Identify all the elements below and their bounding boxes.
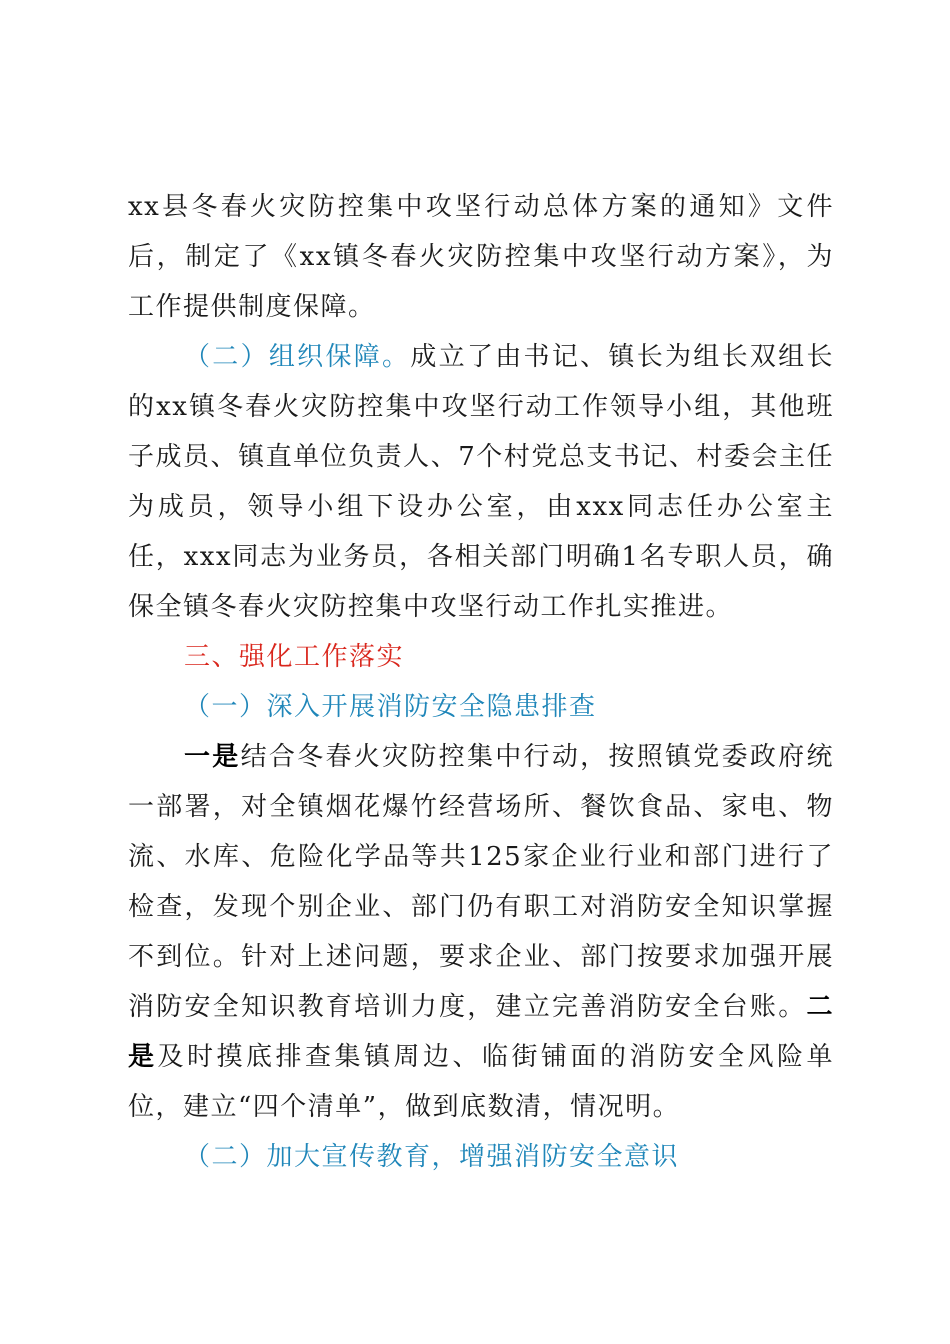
paragraph-plan-notice [128,182,834,332]
paragraph-text: xx县冬春火灾防控集中攻坚行动总体方案的通知》文件后，制定了《xx镇冬春火灾防控集中攻坚行动方案》，为工作提供制度保障。 [128,192,834,322]
subheading-title: （一）深入开展消防安全隐患排查 [184,692,597,722]
lead-word-second: 二是 [128,992,834,1072]
paragraph-text: 及时摸底排查集镇周边、临街铺面的消防安全风险单位，建立“四个清单”，做到底数清，情况明。 [128,1042,834,1122]
lead-word-first: 一是 [184,742,241,772]
subheading-inspection [128,682,834,732]
section-title: 三、强化工作落实 [184,642,405,672]
paragraph-organization [128,332,834,632]
paragraph-inspection [128,732,834,1132]
subheading-publicity [128,1132,834,1182]
subheading-title: （二）加大宣传教育，增强消防安全意识 [184,1142,680,1172]
section-heading-3 [128,632,834,682]
subheading-organization: （二）组织保障。 [184,342,411,372]
document-body [128,182,834,1182]
paragraph-text: 结合冬春火灾防控集中行动，按照镇党委政府统一部署，对全镇烟花爆竹经营场所、餐饮食品、家电、物流、水库、危险化学品等共125家企业行业和部门进行了检查，发现个别企业、部门仍有职工对消防安全知识掌握不到位。针对上述问题，要求企业、部门按要求加强开展消防安全知识教育培训力度，建立完善消防安全台账。 [128,742,834,1022]
paragraph-text: 成立了由书记、镇长为组长双组长的xx镇冬春火灾防控集中攻坚行动工作领导小组，其他班子成员、镇直单位负责人、7个村党总支书记、村委会主任为成员，领导小组下设办公室，由xxx同志任办公室主任，xxx同志为业务员，各相关部门明确1名专职人员，确保全镇冬春火灾防控集中攻坚行动工作扎实推进。 [128,342,834,622]
